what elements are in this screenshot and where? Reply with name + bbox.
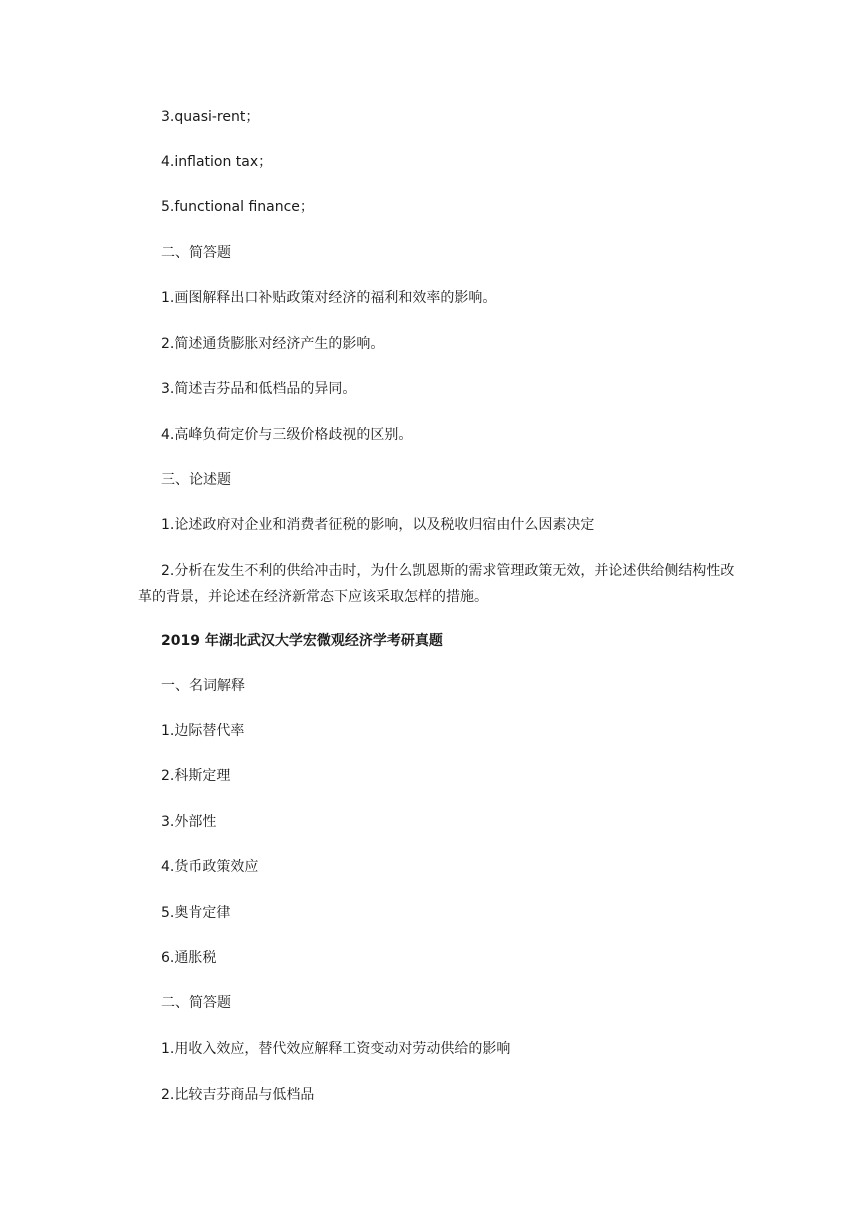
term-item: 2.科斯定理 <box>161 768 231 784</box>
question-item: 1.用收入效应，替代效应解释工资变动对劳动供给的影响 <box>161 1041 511 1057</box>
section-heading-essay: 三、论述题 <box>161 472 231 488</box>
term-item: 5.奥肯定律 <box>161 905 231 921</box>
term-item: 4.货币政策效应 <box>161 859 259 875</box>
exam-title: 2019 年湖北武汉大学宏微观经济学考研真题 <box>161 633 443 649</box>
term-inflation-tax: 4.inflation tax； <box>161 154 273 170</box>
section-heading-short-answer-2: 二、简答题 <box>161 995 231 1011</box>
question-item: 2.简述通货膨胀对经济产生的影响。 <box>161 336 385 352</box>
question-item: 3.简述吉芬品和低档品的异同。 <box>161 381 357 397</box>
question-item: 1.论述政府对企业和消费者征税的影响，以及税收归宿由什么因素决定 <box>161 517 595 533</box>
question-item: 4.高峰负荷定价与三级价格歧视的区别。 <box>161 427 413 443</box>
section-heading-short-answer: 二、简答题 <box>161 245 231 261</box>
question-paragraph: 2.分析在发生不利的供给冲击时，为什么凯恩斯的需求管理政策无效，并论述供给侧结构性改革的背景，并论述在经济新常态下应该采取怎样的措施。 <box>138 563 735 605</box>
term-item: 6.通胀税 <box>161 950 217 966</box>
question-item: 1.画图解释出口补贴政策对经济的福利和效率的影响。 <box>161 290 497 306</box>
term-item: 3.外部性 <box>161 814 217 830</box>
term-quasi-rent: 3.quasi-rent； <box>161 109 260 125</box>
question-item: 2.比较吉芬商品与低档品 <box>161 1087 315 1103</box>
term-functional-finance: 5.functional finance； <box>161 199 314 215</box>
section-heading-terms: 一、名词解释 <box>161 678 245 694</box>
term-item: 1.边际替代率 <box>161 723 245 739</box>
